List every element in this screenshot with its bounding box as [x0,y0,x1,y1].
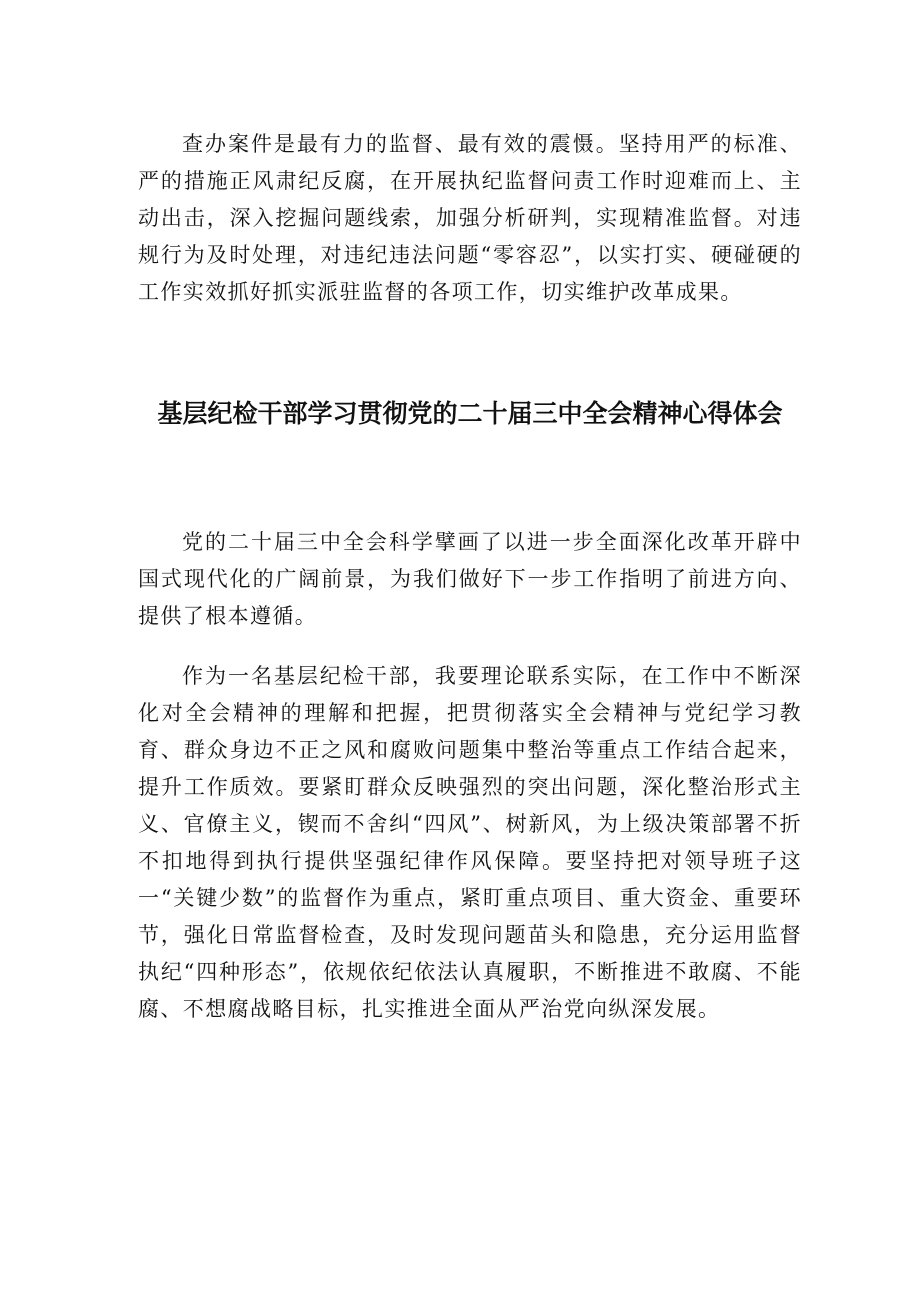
body-paragraph-1: 查办案件是最有力的监督、最有效的震慑。坚持用严的标准、严的措施正风肃纪反腐，在开展执纪监督问责工作时迎难而上、主动出击，深入挖掘问题线索，加强分析研判，实现精准监督。对违规行为及时处理，对违纪违法问题“零容忍”，以实打实、硬碰硬的工作实效抓好抓实派驻监督的各项工作，切实维护改革成果。 [138,132,802,304]
body-paragraph-3: 作为一名基层纪检干部，我要理论联系实际，在工作中不断深化对全会精神的理解和把握，把贯彻落实全会精神与党纪学习教育、群众身边不正之风和腐败问题集中整治等重点工作结合起来，提升工作质效。要紧盯群众反映强烈的突出问题，深化整治形式主义、官僚主义，锲而不舍纠“四风”、树新风，为上级决策部署不折不扣地得到执行提供坚强纪律作风保障。要坚持把对领导班子这一“关键少数”的监督作为重点，紧盯重点项目、重大资金、重要环节，强化日常监督检查，及时发现问题苗头和隐患，充分运用监督执纪“四种形态”，依规依纪依法认真履职，不断推进不敢腐、不能腐、不想腐战略目标，扎实推进全面从严治党向纵深发展。 [138,664,802,1021]
document-title: 基层纪检干部学习贯彻党的二十届三中全会精神心得体会 [157,399,783,428]
body-paragraph-2: 党的二十届三中全会科学擘画了以进一步全面深化改革开辟中国式现代化的广阔前景，为我们做好下一步工作指明了前进方向、提供了根本遵循。 [138,530,802,628]
